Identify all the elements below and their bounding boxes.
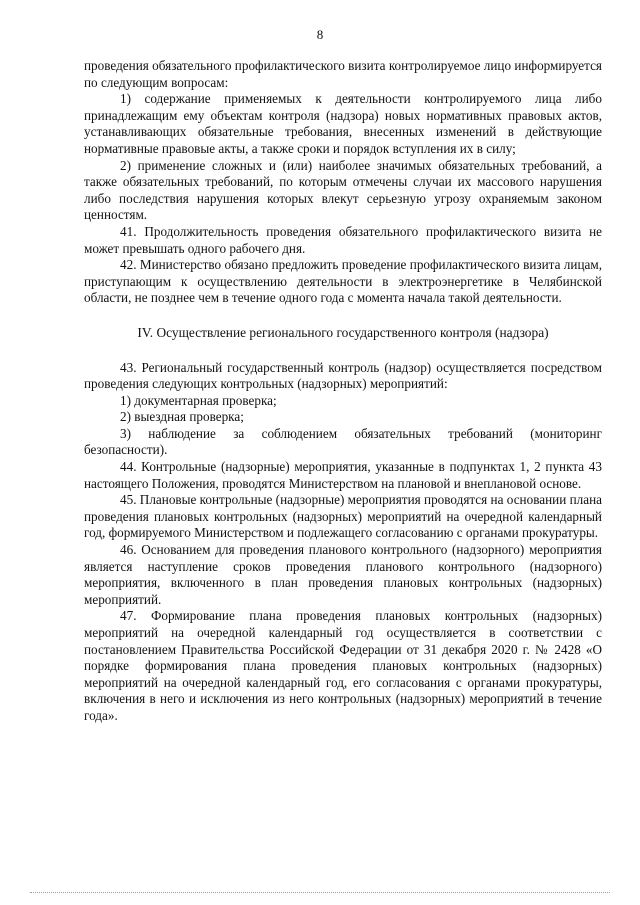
page-bottom-rule: [30, 892, 610, 893]
page-number: 8: [316, 27, 324, 42]
paragraph-47: 47. Формирование плана проведения плановых контрольных (надзорных) мероприятий на очередной календарный год осуществляется в соответствии с постановлением Правительства Российской Федерации от 31 декабря 2020 г. № 2428 «О порядке формирования плана проведения плановых контрольных (надзорных) мероприятий на очередной календарный год, его согласования с органами прокуратуры, включения в него и исключения из него контрольных (надзорных) мероприятий в течение года».: [84, 608, 602, 723]
list-item-field-check: 2) выездная проверка;: [120, 409, 244, 425]
list-item-2-application: 2) применение сложных и (или) наиболее значимых обязательных требований, а также обязательных требований, по которым отмечены случаи их массового нарушения либо последствия нарушения которых влекут серьезную угрозу охраняемым законом ценностям.: [84, 157, 602, 223]
section-heading: IV. Осуществление регионального государственного контроля (надзора): [137, 324, 549, 340]
paragraph-41: 41. Продолжительность проведения обязательного профилактического визита не может превышать одного рабочего дня.: [84, 223, 602, 256]
paragraph-continuation: проведения обязательного профилактического визита контролируемое лицо информируется по следующим вопросам:: [84, 58, 602, 90]
document-body: [84, 58, 602, 725]
paragraph-42: 42. Министерство обязано предложить проведение профилактического визита лицам, приступающим к осуществлению деятельности в электроэнергетике в Челябинской области, не позднее чем в течение одного года с момента начала такой деятельности.: [84, 257, 602, 306]
list-item-documentary-check: 1) документарная проверка;: [120, 392, 277, 408]
paragraph-45: 45. Плановые контрольные (надзорные) мероприятия проводятся на основании плана проведения плановых контрольных (надзорных) мероприятий на очередной календарный год, формируемого Министерством и подлежащего согласованию с органами прокуратуры.: [84, 492, 602, 541]
paragraph-43: 43. Региональный государственный контроль (надзор) осуществляется посредством проведения следующих контрольных (надзорных) мероприятий:: [84, 359, 602, 392]
paragraph-46: 46. Основанием для проведения планового контрольного (надзорного) мероприятия является наступление сроков проведения планового контрольного (надзорного) мероприятия, включенного в план проведения плановых контрольных (надзорных) мероприятий.: [84, 542, 602, 607]
list-item-monitoring: 3) наблюдение за соблюдением обязательных требований (мониторинг безопасности).: [84, 425, 602, 458]
paragraph-44: 44. Контрольные (надзорные) мероприятия, указанные в подпунктах 1, 2 пункта 43 настоящего Положения, проводятся Министерством на плановой и внеплановой основе.: [84, 459, 602, 491]
list-item-1-content: 1) содержание применяемых к деятельности контролируемого лица либо принадлежащим ему объектам контроля (надзора) новых нормативных правовых актов, устанавливающих обязательные требования, внесенных изменений в действующие нормативные правовые акты, а также сроки и порядок вступления их в силу;: [84, 91, 602, 156]
